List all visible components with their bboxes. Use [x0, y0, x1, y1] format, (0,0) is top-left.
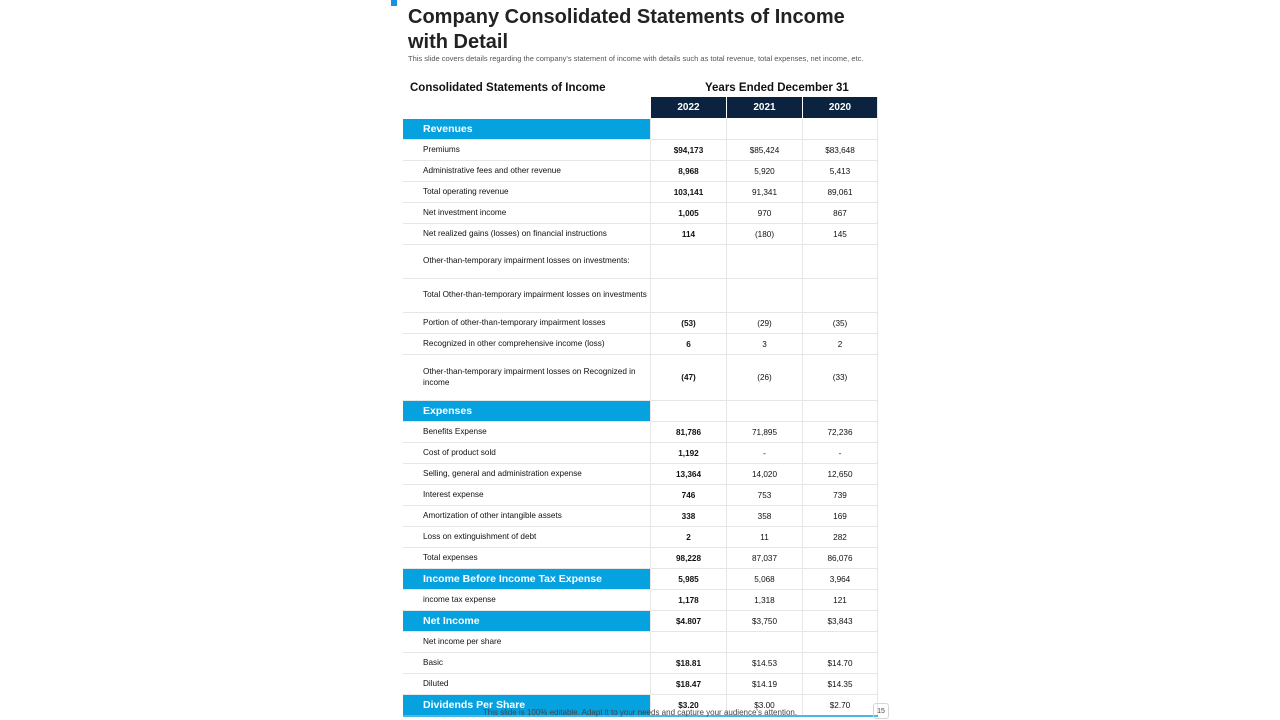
value-cell-2022: 103,141 [650, 182, 726, 202]
table-row [403, 182, 878, 203]
value-cell-2022 [650, 279, 726, 312]
value-cell-2020: 2 [802, 334, 878, 354]
value-cell-2020 [802, 119, 878, 139]
value-cell-2022: 5,985 [650, 569, 726, 589]
value-cell-2022: 1,005 [650, 203, 726, 223]
value-cell-2021: $3,750 [726, 611, 802, 631]
value-cell-2022: (53) [650, 313, 726, 333]
value-cell-2022: $4.807 [650, 611, 726, 631]
year-header: 2022 [650, 97, 726, 118]
table-row [403, 548, 878, 569]
table-row [403, 224, 878, 245]
table-row [403, 506, 878, 527]
value-cell-2021: 5,068 [726, 569, 802, 589]
table-row [403, 161, 878, 182]
table-row [403, 279, 878, 313]
value-cell-2020: (33) [802, 355, 878, 400]
row-label: Cost of product sold [423, 447, 496, 457]
section-label: Income Before Income Tax Expense [403, 569, 650, 589]
value-cell-2021: 358 [726, 506, 802, 526]
section-row [403, 401, 878, 422]
value-cell-2022 [650, 245, 726, 278]
table-row [403, 203, 878, 224]
value-cell-2021: 753 [726, 485, 802, 505]
value-cell-2020: - [802, 443, 878, 463]
row-label: Premiums [423, 144, 460, 154]
value-cell-2021: 91,341 [726, 182, 802, 202]
footer-note: This slide is 100% editable. Adapt it to your needs and capture your audience's attention. [482, 708, 798, 717]
table-row [403, 245, 878, 279]
value-cell-2022: (47) [650, 355, 726, 400]
value-cell-2021: 1,318 [726, 590, 802, 610]
table-row [403, 485, 878, 506]
value-cell-2020: 282 [802, 527, 878, 547]
table-row [403, 590, 878, 611]
years-caption: Years Ended December 31 [705, 82, 849, 94]
value-cell-2021: 14,020 [726, 464, 802, 484]
value-cell-2021: (26) [726, 355, 802, 400]
row-label: Amortization of other intangible assets [423, 510, 562, 520]
value-cell-2021: (29) [726, 313, 802, 333]
row-label: Other-than-temporary impairment losses on Recognized in income [423, 367, 636, 387]
value-cell-2022 [650, 632, 726, 652]
value-cell-2022: 338 [650, 506, 726, 526]
table-row [403, 443, 878, 464]
value-cell-2021: 87,037 [726, 548, 802, 568]
value-cell-2021: (180) [726, 224, 802, 244]
row-label: Recognized in other comprehensive income (loss) [423, 338, 605, 348]
value-cell-2022: 81,786 [650, 422, 726, 442]
value-cell-2021: $14.53 [726, 653, 802, 673]
row-label: Net income per share [423, 636, 502, 646]
value-cell-2022 [650, 119, 726, 139]
value-cell-2021 [726, 279, 802, 312]
value-cell-2022: 6 [650, 334, 726, 354]
value-cell-2022: 1,192 [650, 443, 726, 463]
value-cell-2021: 970 [726, 203, 802, 223]
value-cell-2020 [802, 401, 878, 421]
value-cell-2020 [802, 245, 878, 278]
row-label: Administrative fees and other revenue [423, 165, 561, 175]
header-blank-cell [403, 97, 650, 118]
table-row [403, 334, 878, 355]
value-cell-2021 [726, 632, 802, 652]
income-statement-table [403, 97, 878, 716]
value-cell-2020: 739 [802, 485, 878, 505]
value-cell-2020: 169 [802, 506, 878, 526]
section-label: Revenues [403, 119, 650, 139]
value-cell-2020 [802, 279, 878, 312]
table-row [403, 653, 878, 674]
value-cell-2021 [726, 245, 802, 278]
table-row [403, 632, 878, 653]
value-cell-2020 [802, 632, 878, 652]
value-cell-2021: 5,920 [726, 161, 802, 181]
row-label: Basic [423, 657, 444, 667]
value-cell-2021: 3 [726, 334, 802, 354]
value-cell-2021: 11 [726, 527, 802, 547]
value-cell-2021 [726, 119, 802, 139]
page-number: 15 [873, 703, 889, 719]
value-cell-2022: 114 [650, 224, 726, 244]
value-cell-2020: 145 [802, 224, 878, 244]
row-label: Portion of other-than-temporary impairment losses [423, 317, 606, 327]
value-cell-2020: $83,648 [802, 140, 878, 160]
table-row [403, 422, 878, 443]
value-cell-2022: 8,968 [650, 161, 726, 181]
row-label: Selling, general and administration expense [423, 468, 582, 478]
table-row [403, 313, 878, 334]
value-cell-2022: 13,364 [650, 464, 726, 484]
row-label: Other-than-temporary impairment losses on investments: [423, 256, 630, 266]
row-label: Diluted [423, 678, 449, 688]
value-cell-2022: 98,228 [650, 548, 726, 568]
section-row [403, 119, 878, 140]
value-cell-2022: 746 [650, 485, 726, 505]
value-cell-2020: $14.35 [802, 674, 878, 694]
row-label: Total expenses [423, 552, 478, 562]
table-caption: Consolidated Statements of Income [410, 82, 606, 94]
value-cell-2020: $2.70 [802, 695, 878, 715]
value-cell-2020: 72,236 [802, 422, 878, 442]
table-row [403, 355, 878, 401]
row-label: Total Other-than-temporary impairment losses on investments [423, 290, 647, 300]
section-label: Dividends Per Share [403, 695, 650, 715]
value-cell-2020: 89,061 [802, 182, 878, 202]
value-cell-2020: $3,843 [802, 611, 878, 631]
year-header: 2021 [726, 97, 802, 118]
value-cell-2021: $85,424 [726, 140, 802, 160]
value-cell-2022 [650, 401, 726, 421]
value-cell-2020: 121 [802, 590, 878, 610]
table-row [403, 674, 878, 695]
value-cell-2021: $14.19 [726, 674, 802, 694]
section-label: Net Income [403, 611, 650, 631]
row-label: Loss on extinguishment of debt [423, 531, 537, 541]
row-label: Interest expense [423, 489, 484, 499]
value-cell-2022: $3.20 [650, 695, 726, 715]
page-title: Company Consolidated Statements of Income with Detail [408, 6, 845, 53]
section-label: Expenses [403, 401, 650, 421]
year-header: 2020 [802, 97, 878, 118]
row-label: income tax expense [423, 594, 496, 604]
table-row [403, 140, 878, 161]
table-header-row [403, 97, 878, 118]
row-label: Total operating revenue [423, 186, 509, 196]
value-cell-2020: (35) [802, 313, 878, 333]
value-cell-2021: - [726, 443, 802, 463]
row-label: Benefits Expense [423, 426, 487, 436]
page-subtitle: This slide covers details regarding the company's statement of income with details such as total revenue, total expenses, net income, etc. [408, 54, 864, 63]
value-cell-2022: $94,173 [650, 140, 726, 160]
section-row [403, 611, 878, 632]
value-cell-2020: 5,413 [802, 161, 878, 181]
value-cell-2020: 3,964 [802, 569, 878, 589]
value-cell-2022: 1,178 [650, 590, 726, 610]
row-label: Net investment income [423, 207, 507, 217]
table-row [403, 527, 878, 548]
corner-accent [391, 0, 397, 6]
value-cell-2021: 71,895 [726, 422, 802, 442]
value-cell-2022: $18.81 [650, 653, 726, 673]
table-row [403, 464, 878, 485]
value-cell-2020: 867 [802, 203, 878, 223]
value-cell-2022: $18.47 [650, 674, 726, 694]
value-cell-2022: 2 [650, 527, 726, 547]
row-label: Net realized gains (losses) on financial instructions [423, 228, 607, 238]
section-row [403, 569, 878, 590]
value-cell-2020: 86,076 [802, 548, 878, 568]
value-cell-2021 [726, 401, 802, 421]
value-cell-2021: $3.00 [726, 695, 802, 715]
value-cell-2020: 12,650 [802, 464, 878, 484]
value-cell-2020: $14.70 [802, 653, 878, 673]
